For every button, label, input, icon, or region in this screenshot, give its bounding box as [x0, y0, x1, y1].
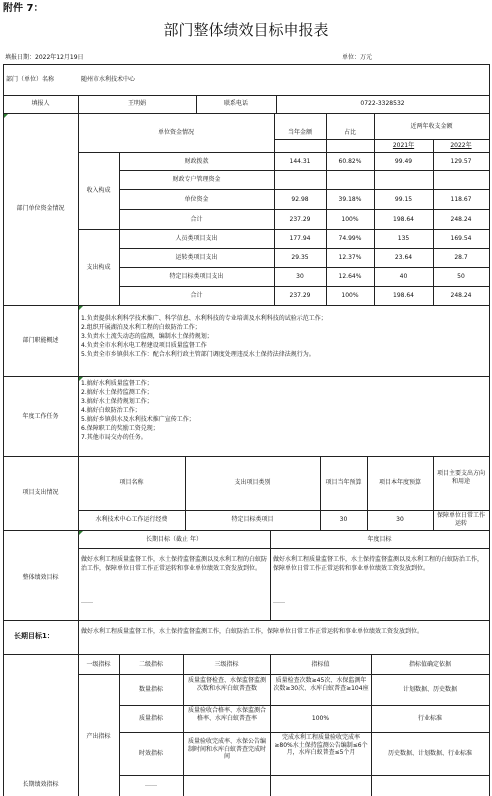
overall-year-text: 做好水利工程质量监督工作，水土保持监督监测以及水利工程的白蚁防治工作，保障单位日常工作正常运转和事业单位绩效工资发放到位。 [273, 556, 484, 572]
overall-long-dots: …… [81, 598, 93, 605]
income-row-ratio: 60.82% [338, 158, 362, 165]
funds-header-2021: 2021年 [392, 142, 415, 149]
cell-marker-icon [79, 306, 83, 310]
filler-name: 王明娟 [127, 100, 146, 107]
income-row-2022: 129.57 [450, 158, 472, 165]
indicator-basis: 行业标准 [417, 715, 442, 722]
expense-row-2021: 23.64 [394, 254, 413, 261]
funds-header-2022: 2022年 [450, 142, 472, 149]
duties-label: 部门职能概述 [22, 337, 59, 344]
funds-section-label: 部门单位资金情况 [16, 205, 65, 212]
project-header-category: 支出项目类别 [234, 479, 271, 486]
attachment-label: 附件 7： [3, 3, 44, 14]
income-row-2022: 118.67 [450, 196, 472, 203]
indicator-header-basis: 指标值确定依据 [408, 661, 451, 668]
overall-label: 整体绩效目标 [22, 574, 59, 581]
task-line: 3.搞好水土保持规划工作； [81, 398, 153, 405]
overall-long-text: 做好水利工程质量监督工作，水土保持监督监测以及水利工程的白蚁防治工作，保障单位日常工作正常运转和事业单位绩效工资发放到位。 [81, 556, 268, 572]
task-line: 5.搞好乡镇供水及水利技术推广宣传工作； [81, 416, 195, 423]
expense-row-2022: 28.7 [454, 254, 468, 261]
duty-line: 3.负责水土流失动态的监测，编制水土保持规划； [81, 333, 213, 340]
indicator-l3: 质量验收完成率、水保公告编制时间和水库白蚁普查完成时间 [187, 738, 266, 760]
long-goal-text: 做好水利工程质量监督工作，水土保持监督监测工作，白蚁防治工作，保障单位日常工作正常运转和事业单位绩效工资发放到位。 [81, 628, 424, 635]
expense-row-2021: 198.64 [393, 292, 414, 299]
duty-line: 4.负责全市水利水电工程建设项目质量监督工作 [81, 342, 207, 349]
project-row-use: 保障单位日常工作运转 [436, 512, 485, 527]
income-row-current: 144.31 [289, 158, 311, 165]
task-line: 7.其他市局交办的任务。 [81, 434, 147, 441]
expense-row-name: 合计 [190, 292, 203, 299]
indicator-basis: 计划数据、历史数据 [402, 686, 457, 693]
indicator-l3: 质量监督检查、水保监督监测次数和水库白蚁普查数 [187, 677, 266, 692]
indicator-basis: 历史数据、计划数据、行业标准 [387, 750, 472, 757]
project-row-category: 特定目标类项目 [231, 516, 274, 523]
funds-header-current: 当年金额 [287, 129, 312, 136]
funds-header-item: 单位资金情况 [157, 129, 194, 136]
overall-long-header: 长期目标（截止 年） [146, 536, 202, 543]
expense-row-current: 29.35 [291, 254, 309, 261]
project-header-name: 项目名称 [119, 479, 144, 486]
indicators-section-label: 长期绩效指标 [22, 781, 59, 788]
overall-year-header: 年度目标 [367, 536, 392, 543]
income-row-ratio: 100% [341, 216, 359, 223]
long-goal-label: 长期目标1： [14, 632, 54, 640]
page-title: 部门整体绩效目标申报表 [163, 21, 329, 39]
task-line: 6.保障职工的奖励工资兑现； [81, 425, 159, 432]
expense-row-name: 人员类项目支出 [175, 235, 218, 242]
indicator-l2: 质量指标 [138, 715, 163, 722]
income-row-current: 92.98 [291, 196, 309, 203]
project-header-budget: 项目当年预算 [325, 479, 362, 486]
expense-row-ratio: 12.64% [338, 273, 362, 280]
indicator-header-value: 指标值 [311, 661, 330, 668]
duty-line: 5.负责全市乡镇供水工作：配合水利行政主管部门调度处理违反水土保持法律法规行为。 [81, 351, 315, 358]
income-row-name: 财政专户管理资金 [172, 176, 221, 183]
phone-label: 联系电话 [223, 100, 248, 107]
expense-row-2021: 135 [397, 235, 410, 242]
expense-row-current: 237.29 [289, 292, 311, 299]
project-header-year-budget: 项目本年度预算 [378, 479, 421, 486]
expense-row-ratio: 100% [341, 292, 359, 299]
expense-row-2022: 169.54 [450, 235, 472, 242]
indicator-header-level1: 一级指标 [86, 661, 111, 668]
income-row-name: 财政拨款 [184, 158, 209, 165]
funds-header-prev-two: 近两年收支金额 [410, 123, 453, 130]
income-row-2021: 99.15 [394, 196, 413, 203]
phone-value: 0722-3328532 [360, 100, 405, 107]
income-row-2022: 248.24 [450, 216, 472, 223]
duty-line: 1.负责提供水利科学技术推广、科学信息、水利科技的专业培训及水利科技的试验示范工作； [81, 315, 327, 322]
dept-label: 部门（单位）名称 [6, 76, 55, 83]
project-label: 项目支出情况 [22, 489, 59, 496]
income-row-name: 单位资金 [184, 196, 209, 203]
indicator-level1-output: 产出指标 [86, 733, 111, 740]
income-label: 收入构成 [86, 187, 111, 194]
indicator-l2: 时效指标 [138, 750, 163, 757]
fill-date: 填报日期：2022年12月19日 [5, 54, 84, 61]
cell-marker-icon [79, 531, 83, 535]
income-row-ratio: 39.18% [338, 196, 362, 203]
indicator-l2: 数量指标 [138, 686, 163, 693]
indicator-value: 100% [311, 715, 330, 722]
indicator-dots: …… [145, 781, 157, 788]
filler-label: 填报人 [31, 100, 50, 107]
duty-line: 2.组织开展湖泊及水利工程的白蚁防治工作； [81, 324, 201, 331]
expense-row-name: 运转类项目支出 [175, 254, 218, 261]
expense-row-current: 177.94 [289, 235, 311, 242]
income-row-name: 合计 [190, 216, 203, 223]
expense-row-2022: 248.24 [450, 292, 472, 299]
indicator-value: 完成水利工程质量验收完成率≥80%水土保持监测公告编制≤6个月，水库白蚁普查≤5个月 [274, 734, 368, 756]
dept-value: 随州市水利技术中心 [81, 76, 136, 83]
funds-header-ratio: 占比 [343, 129, 356, 136]
project-row-year-budget: 30 [396, 516, 404, 523]
expense-row-2022: 50 [457, 273, 465, 280]
indicator-header-level3: 三级指标 [214, 661, 239, 668]
expense-row-name: 特定目标类项目支出 [169, 273, 224, 280]
task-line: 1.搞好水利质量监督工作； [81, 380, 153, 387]
unit-label: 单位：万元 [342, 54, 373, 61]
income-row-2021: 99.49 [394, 158, 413, 165]
expense-row-ratio: 12.37% [338, 254, 362, 261]
expense-label: 支出构成 [86, 264, 111, 271]
indicator-header-level2: 二级指标 [138, 661, 163, 668]
expense-row-current: 30 [296, 273, 304, 280]
indicator-l3: 质量验收合格率、水保监测合格率、水库白蚁普查率 [187, 707, 266, 722]
expense-row-ratio: 74.99% [338, 235, 362, 242]
expense-row-2021: 40 [399, 273, 408, 280]
annual-tasks-label: 年度工作任务 [22, 413, 59, 420]
indicator-value: 质量检查次数≥45次、水保监测年次数≥30次、水库白蚁普查≥104座 [273, 677, 369, 692]
project-row-name: 水利技术中心工作运行经费 [95, 516, 168, 523]
income-row-current: 237.29 [289, 216, 311, 223]
income-row-2021: 198.64 [393, 216, 414, 223]
task-line: 2.搞好水土保持监测工作； [81, 389, 153, 396]
cell-marker-icon [4, 114, 8, 118]
overall-year-dots: …… [273, 598, 285, 605]
task-line: 4.搞好白蚁防治工作； [81, 407, 141, 414]
project-header-use: 项目主要支出方向和用途 [436, 470, 485, 485]
project-row-budget: 30 [339, 516, 348, 523]
